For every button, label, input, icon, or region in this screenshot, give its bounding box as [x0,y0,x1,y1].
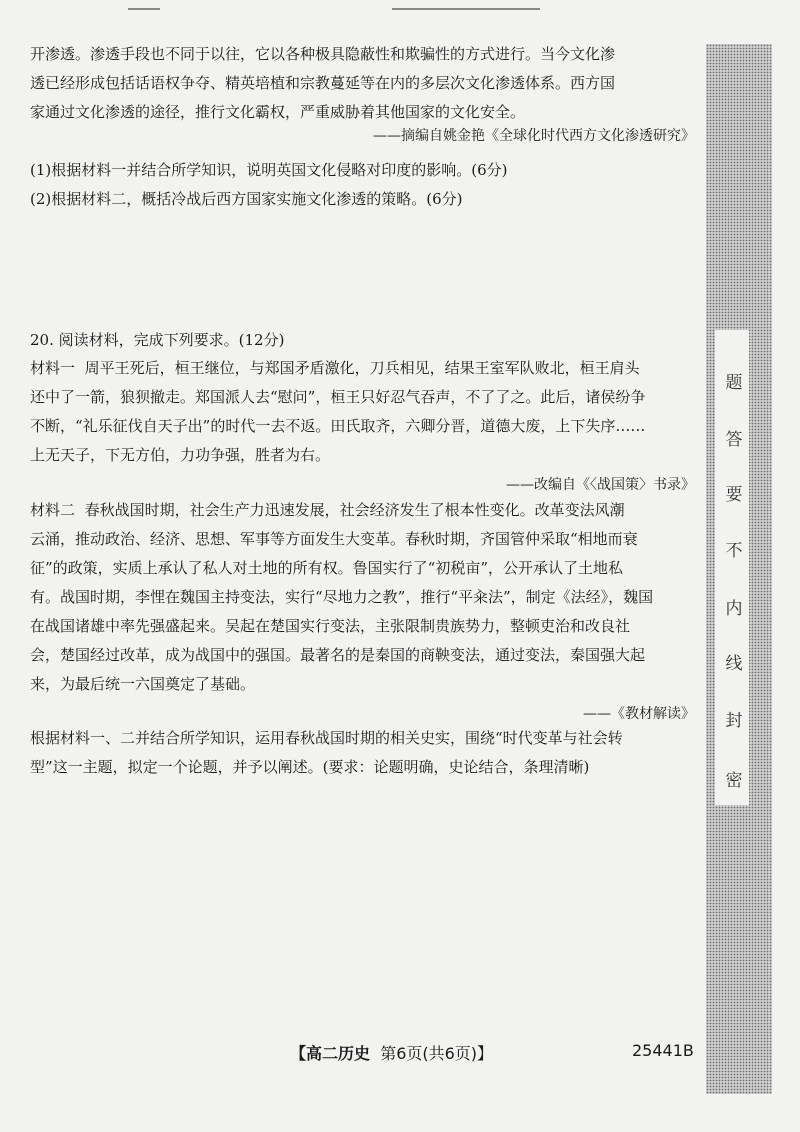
q20-material-2 [30,496,695,723]
page-footer [290,1041,493,1064]
material-2-text [30,496,695,699]
q20-task [30,724,695,782]
question-20 [30,326,695,355]
q20-task-text [30,724,695,782]
material-line: 不断，“礼乐征伐自天子出”的时代一去不返。田氏取齐，六卿分晋，道德大废，上下失序…… [30,417,646,435]
q19-sub2: (2)根据材料二，概括冷战后西方国家实施文化渗透的策略。(6分) [30,190,463,208]
material-line: 上无天子，下无方伯，力功争强，胜者为右。 [30,446,331,464]
seal-char: 封 [725,711,743,731]
seal-notice-band [715,330,749,805]
material-1-source: ——改编自《〈战国策〉书录》 [506,477,695,493]
passage-line: 家通过文化渗透的途径，推行文化霸权，严重威胁着其他国家的文化安全。 [30,103,526,121]
q19-sub1: (1)根据材料一并结合所学知识，说明英国文化侵略对印度的影响。(6分) [30,161,508,179]
seal-char: 答 [725,430,743,450]
task-line: 根据材料一、二并结合所学知识，运用春秋战国时期的相关史实，围绕“时代变革与社会转 [30,729,623,747]
top-rule-center [392,8,540,10]
material-1-label: 材料一 [30,359,76,377]
material-line: 还中了一箭，狼狈撤走。郑国派人去“慰问”，桓王只好忍气吞声，不了了之。此后，诸侯纷争 [30,388,646,406]
material-2-label: 材料二 [30,501,76,519]
seal-char: 内 [725,599,743,619]
task-line: 型”这一主题，拟定一个论题，并予以阐述。(要求：论题明确，史论结合，条理清晰) [30,758,590,776]
passage-line: 开渗透。渗透手段也不同于以往，它以各种极具隐蔽性和欺骗性的方式进行。当今文化渗 [30,45,616,63]
footer-page: 第6页(共6页)】 [380,1044,494,1063]
seal-char: 密 [725,771,743,791]
passage-line: 透已经形成包括话语权争夺、精英培植和宗教蔓延等在内的多层次文化渗透体系。西方国 [30,74,616,92]
footer-code: 25441B [632,1041,694,1060]
material-1-text [30,354,695,470]
material-line: 有。战国时期，李悝在魏国主持变法，实行“尽地力之教”，推行“平籴法”，制定《法经》，魏国 [30,588,654,606]
seal-char: 要 [725,485,743,505]
seal-char: 不 [725,541,743,561]
material-line: 春秋战国时期，社会生产力迅速发展，社会经济发生了根本性变化。改革变法风潮 [84,501,625,519]
question-19-subquestions [30,156,695,214]
passage-text [30,40,695,127]
material-line: 在战国诸雄中率先强盛起来。吴起在楚国实行变法，主张限制贵族势力，整顿吏治和改良社 [30,617,631,635]
seal-char: 线 [725,654,743,674]
material-2-source: ——《教材解读》 [583,706,695,722]
footer-subject: 【高二历史 [290,1044,371,1063]
seal-char: 题 [725,373,743,393]
passage-source: ——摘编自姚金艳《全球化时代西方文化渗透研究》 [373,128,695,144]
top-rule-left [128,8,160,10]
q20-heading: 20. 阅读材料，完成下列要求。(12分) [30,331,285,349]
material-line: 云涌，推动政治、经济、思想、军事等方面发生大变革。春秋时期，齐国管仲采取“相地而衰 [30,530,638,548]
q20-material-1 [30,354,695,494]
material-line: 来，为最后统一六国奠定了基础。 [30,675,256,693]
passage-continuation [30,40,695,145]
material-line: 征”的政策，实质上承认了私人对土地的所有权。鲁国实行了“初税亩”，公开承认了土地私 [30,559,624,577]
material-line: 周平王死后，桓王继位，与郑国矛盾激化，刀兵相见，结果王室军队败北，桓王肩头 [84,359,640,377]
material-line: 会，楚国经过改革，成为战国中的强国。最著名的是秦国的商鞅变法，通过变法，秦国强大起 [30,646,646,664]
